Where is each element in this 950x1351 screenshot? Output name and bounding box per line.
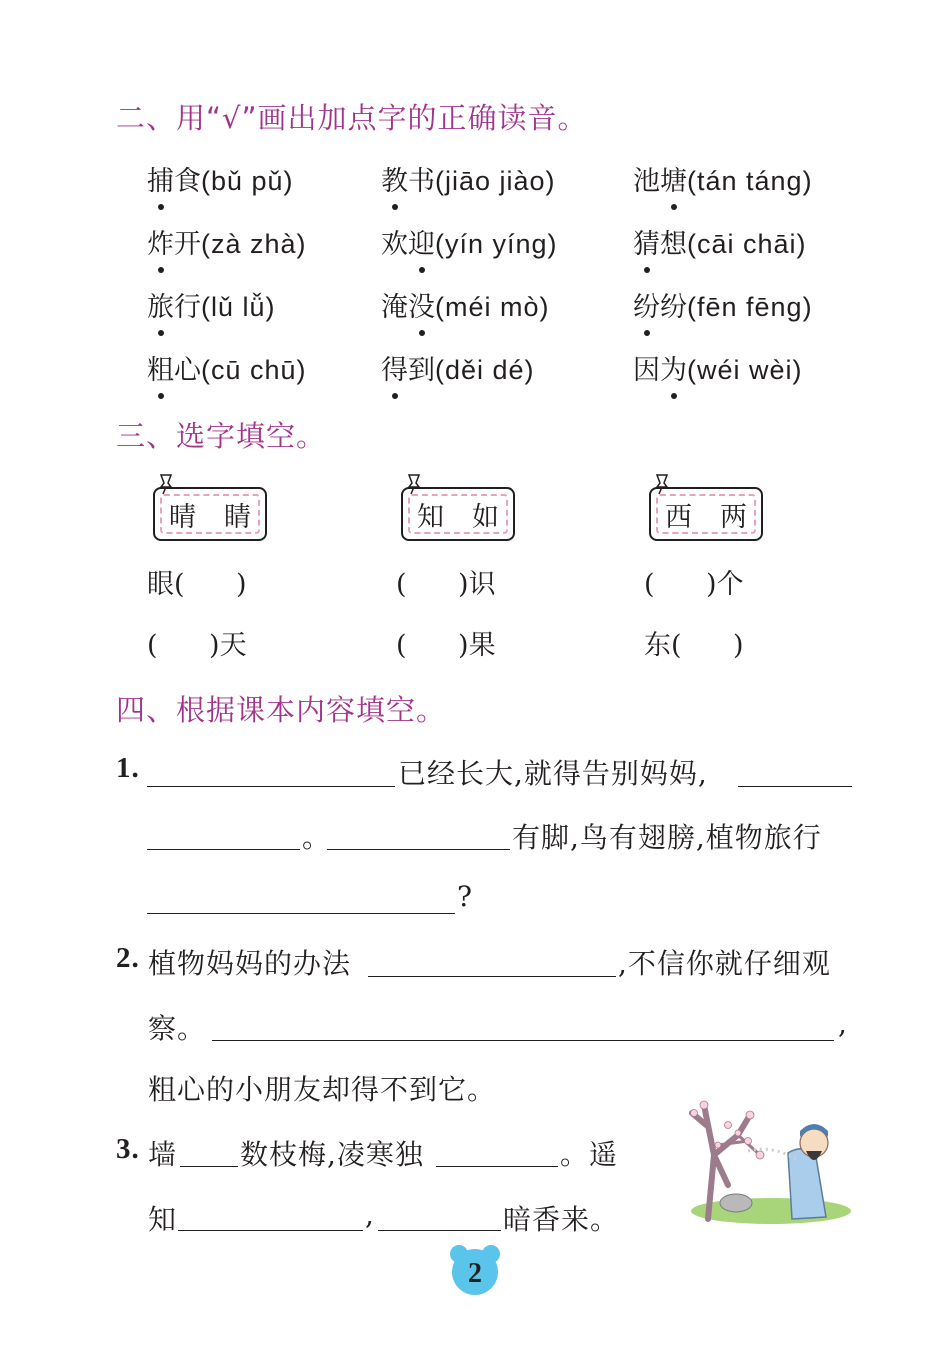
pinyin-item: [381, 159, 556, 198]
pinyin-options[interactable]: (yín yíng): [435, 229, 558, 259]
pinyin-options[interactable]: (tán táng): [687, 166, 813, 196]
q1-text: ?: [457, 880, 474, 913]
pin-icon: [653, 473, 671, 495]
fill-blank-3a: ( )个: [644, 569, 744, 600]
dotted-char: 旅: [147, 285, 174, 324]
pinyin-item: [381, 222, 558, 261]
word-char: 欢: [381, 229, 408, 260]
card-char: 睛: [224, 501, 251, 533]
word-char: 到: [408, 355, 435, 386]
word-char: 想: [660, 229, 687, 260]
q1-text: 已经长大,就得告别妈妈,: [398, 757, 708, 790]
section-2-title: 二、用“√”画出加点字的正确读音。: [116, 101, 588, 135]
pinyin-item: [633, 285, 813, 324]
fill-blank-2a: ( )识: [396, 569, 496, 600]
dotted-char: 纷: [633, 285, 660, 324]
answer-blank[interactable]: [147, 786, 395, 787]
pinyin-item: [147, 159, 294, 198]
char-card-3: [649, 487, 763, 541]
q2-text: ,: [838, 1007, 848, 1040]
pinyin-item: [633, 348, 803, 387]
word-char: 纷: [660, 292, 687, 323]
char-card-1: [153, 487, 267, 541]
answer-blank[interactable]: [147, 913, 455, 914]
q2-text: 粗心的小朋友却得不到它。: [148, 1073, 497, 1106]
fill-blank-2b: ( )果: [396, 630, 496, 661]
pinyin-options[interactable]: (cū chū): [201, 355, 307, 385]
page-number: 2: [468, 1258, 482, 1289]
pinyin-options[interactable]: (wéi wèi): [687, 355, 803, 385]
poet-plum-illustration: [688, 1085, 854, 1227]
word-char: 因: [633, 355, 660, 386]
question-number: 3.: [116, 1133, 140, 1165]
q1-text: 有脚,鸟有翅膀,植物旅行: [512, 821, 822, 854]
word-char: 心: [174, 355, 201, 386]
word-char: 开: [174, 229, 201, 260]
q2-text: 植物妈妈的办法: [148, 947, 352, 980]
card-char: 西: [665, 501, 692, 533]
pinyin-options[interactable]: (lǔ lǚ): [201, 292, 276, 322]
answer-blank[interactable]: [180, 1166, 238, 1167]
answer-blank[interactable]: [147, 849, 300, 850]
pinyin-item: [147, 222, 307, 261]
card-char: 如: [472, 501, 499, 533]
fill-blank-1b: ( )天: [147, 630, 247, 661]
answer-blank[interactable]: [378, 1230, 501, 1231]
pinyin-options[interactable]: (méi mò): [435, 292, 550, 322]
pinyin-item: [147, 348, 307, 387]
dotted-char: 猜: [633, 222, 660, 261]
question-number: 1.: [116, 752, 140, 784]
answer-blank[interactable]: [327, 849, 510, 850]
pinyin-options[interactable]: (jiāo jiào): [435, 166, 556, 196]
answer-blank[interactable]: [436, 1166, 558, 1167]
dotted-char: 塘: [660, 159, 687, 198]
dotted-char: 炸: [147, 222, 174, 261]
q3-text: ,: [365, 1198, 375, 1231]
pinyin-options[interactable]: (bǔ pǔ): [201, 166, 294, 196]
word-char: 行: [174, 292, 201, 323]
pinyin-options[interactable]: (fēn fēng): [687, 292, 813, 322]
dotted-char: 粗: [147, 348, 174, 387]
pin-icon: [157, 473, 175, 495]
question-number: 2.: [116, 942, 140, 974]
card-char: 知: [417, 501, 444, 533]
answer-blank[interactable]: [178, 1230, 363, 1231]
q3-text: 。遥: [560, 1138, 619, 1171]
q3-text: 数枝梅,凌寒独: [240, 1138, 424, 1171]
pinyin-item: [633, 222, 807, 261]
card-char: 两: [720, 501, 747, 533]
dotted-char: 迎: [408, 222, 435, 261]
answer-blank[interactable]: [212, 1040, 834, 1041]
q3-text: 知: [148, 1203, 178, 1236]
q3-text: 墙: [148, 1138, 178, 1171]
fill-blank-3b: 东( ): [644, 630, 744, 661]
word-char: 书: [408, 166, 435, 197]
pinyin-item: [381, 285, 550, 324]
page-number-badge: [447, 1242, 503, 1298]
answer-blank[interactable]: [738, 786, 852, 787]
dotted-char: 教: [381, 159, 408, 198]
pinyin-options[interactable]: (děi dé): [435, 355, 535, 385]
section-3-title: 三、选字填空。: [116, 419, 327, 453]
answer-blank[interactable]: [368, 976, 616, 977]
pinyin-item: [381, 348, 535, 387]
word-char: 淹: [381, 292, 408, 323]
dotted-char: 没: [408, 285, 435, 324]
q1-text: 。: [302, 821, 332, 854]
char-card-2: [401, 487, 515, 541]
pinyin-item: [633, 159, 813, 198]
word-char: 池: [633, 166, 660, 197]
q2-text: 察。: [148, 1012, 207, 1045]
pinyin-options[interactable]: (cāi chāi): [687, 229, 807, 259]
section-4-title: 四、根据课本内容填空。: [116, 693, 447, 727]
pin-icon: [405, 473, 423, 495]
pinyin-item: [147, 285, 276, 324]
card-char: 晴: [169, 501, 196, 533]
fill-blank-1a: 眼( ): [147, 569, 247, 600]
rock: [720, 1194, 752, 1212]
dotted-char: 捕: [147, 159, 174, 198]
grass-ground: [691, 1198, 851, 1224]
dotted-char: 为: [660, 348, 687, 387]
q3-text: 暗香来。: [503, 1203, 620, 1236]
pinyin-options[interactable]: (zà zhà): [201, 229, 307, 259]
word-char: 食: [174, 166, 201, 197]
dotted-char: 得: [381, 348, 408, 387]
q2-text: ,不信你就仔细观: [618, 947, 831, 980]
